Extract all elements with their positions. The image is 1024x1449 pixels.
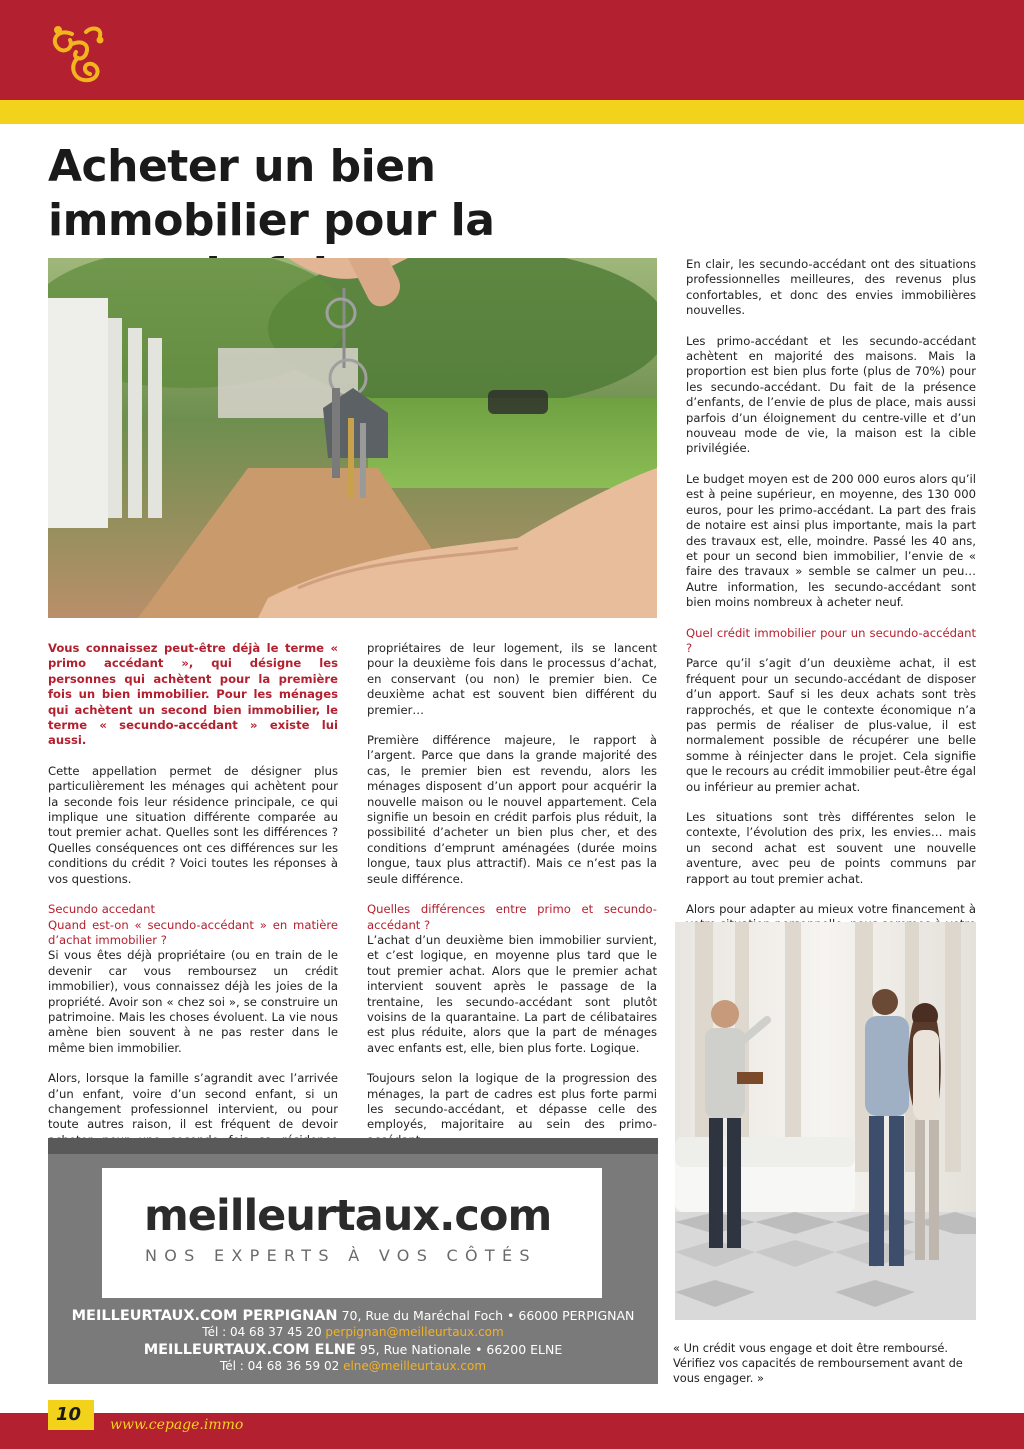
article-column-2 (367, 641, 657, 1163)
paragraph: En clair, les secundo-accédant ont des situations professionnelles meilleures, des revenus plus confortables, et donc des envies immobilières nouvelles. (686, 257, 976, 318)
article-intro: Vous connaissez peut-être déjà le terme « primo accédant », qui désigne les personnes qui achètent pour la première fois un bien immobilier. Pour les ménages qui achètent un second bien immobilier, le terme « secundo-accédant » existe lui aussi. (48, 641, 338, 748)
ad-agency-perpignan (48, 1308, 658, 1324)
ad-agency-address: 95, Rue Nationale • 66200 ELNE (359, 1342, 563, 1357)
paragraph: Alors, lorsque la famille s’agrandit avec l’arrivée d’un enfant, voire d’un second enfant, si un changement professionnel intervient, ou pour toute autres raison, il est fréquent de devoir (48, 1071, 338, 1132)
header-stripe (0, 100, 1024, 124)
article-title: Acheter un bien immobilier pour la (48, 141, 495, 246)
section-heading: Quel crédit immobilier pour un secundo-accédant ? (686, 625, 976, 655)
ad-phone[interactable]: Tél : 04 68 36 59 02 (219, 1359, 340, 1373)
website-link[interactable]: www.cepage.immo (110, 1417, 244, 1433)
ad-brand-logo: meilleurtaux.com (144, 1191, 552, 1241)
ad-contact-elne (48, 1359, 658, 1373)
ad-contact-perpignan (48, 1325, 658, 1339)
paragraph: Cette appellation permet de désigner plus particulièrement les ménages qui achètent pour la seconde fois leur résidence principale, ce qui implique une situation différente comparée au tout premier achat. Quelles sont les différences ? Quelles conséquences ont ces différences sur les conditions du crédit ? Voici toutes les réponses à vos questions. (48, 763, 338, 886)
ad-agency-name: MEILLEURTAUX.COM ELNE (143, 1342, 356, 1358)
paragraph: Les primo-accédant et les secundo-accédant achètent en majorité des maisons. Mais la proportion est bien plus forte (plus de 70%) pour les secundo-accédant. Du fait de la présence d’enfants, de l’envie de plus de place, mais aussi parfois d’un éloignement du centre-ville et d’un nouveau mode de vie, la maison est la cible privilégiée. (686, 333, 976, 456)
keys-handover-photo (48, 258, 657, 618)
article-column-1 (48, 641, 338, 1224)
ad-agency-name: MEILLEURTAUX.COM PERPIGNAN (71, 1308, 338, 1324)
paragraph: propriétaires de leur logement, ils se lancent pour la deuxième fois dans le processus d’achat, en conservant (ou non) le premier bien. Ce deuxième achat est souvent bien différent du premier… (367, 641, 657, 717)
ad-agency-address: 70, Rue du Maréchal Foch • 66000 PERPIGNAN (341, 1308, 635, 1323)
footer-gap (0, 1404, 1024, 1413)
paragraph: Alors pour adapter au mieux votre financement à (686, 902, 976, 917)
header-bar (0, 0, 1024, 100)
paragraph: Les situations sont très différentes selon le contexte, l’évolution des prix, les envies… mais un second achat est souvent une nouvelle aventure, avec peu de points communs par rapport au tout premier achat. (686, 810, 976, 886)
paragraph: Le budget moyen est de 200 000 euros alors qu’il est à peine supérieur, en moyenne, des 130 000 euros, pour les primo-accédant. La part des frais de notaire est ainsi plus importante, mais la part des travaux est, elle, moindre. Passé les 40 ans, et pour un second bien immobilier, l’envie de « faire des travaux » semble se calmer un peu… Autre information, les secundo-accédant sont bien moins nombreux à acheter neuf. (686, 471, 976, 610)
agent-couple-photo (675, 922, 976, 1320)
ad-top-band (48, 1138, 658, 1154)
section-heading: Quelles différences entre primo et secundo-accédant ? (367, 902, 657, 932)
paragraph: Parce qu’il s’agit d’un deuxième achat, il est fréquent pour un secundo-accédant de disposer d’un apport. Sauf si les deux achats sont très rapprochés, et que le contexte économique n’a pas permis de réaliser de plus-value, il est normalement possible de récupérer une belle somme à réinjecter dans le projet. Cela signifie que le recours au crédit immobilier peut-être égal ou inférieur au premier achat. (686, 656, 976, 794)
paragraph: Si vous êtes déjà propriétaire (ou en train de le devenir car vous remboursez un crédit immobilier), vous connaissez déjà les joies de la propriété. Avoir son « chez soi », se construire un patrimoine. Mais les choses évoluent. La vie nous amène bien souvent à ne pas rester dans le même bien immobilier. (48, 948, 338, 1055)
ad-tagline: NOS EXPERTS À VOS CÔTÉS (145, 1246, 537, 1265)
ad-agency-elne (48, 1342, 658, 1358)
paragraph: Première différence majeure, le rapport à l’argent. Parce que dans la grande majorité des cas, le premier bien est revendu, alors les ménages disposent d’un apport pour acquérir la nouvelle maison ou le nouvel appartement. Cela signifie un besoin en crédit parfois plus réduit, la possibilité d’acheter un bien plus cher, et des conditions d’emprunt aménagées (durée moins longue, taux plus attractif). Mais ce n’est pas la seule différence. (367, 733, 657, 886)
meilleurtaux-advertisement[interactable] (48, 1138, 658, 1384)
pull-quote: « Un crédit vous engage et doit être remboursé. Vérifiez vos capacités de remboursement avant de vous engager. » (673, 1341, 963, 1385)
ad-email-link[interactable]: elne@meilleurtaux.com (343, 1359, 487, 1373)
page-number: 10 (56, 1404, 82, 1425)
ad-phone[interactable]: Tél : 04 68 37 45 20 (202, 1325, 322, 1339)
paragraph: L’achat d’un deuxième bien immobilier survient, et c’est logique, en moyenne plus tard que le tout premier achat. Alors que le premier achat intervient souvent après le passage de la trentaine, les secundo-accédant sont plutôt voisins de la quarantaine. La part de célibataires est plus réduite, alors que la part de ménages avec enfants est, elle, bien plus forte. Logique. (367, 932, 657, 1055)
article-column-3 (686, 257, 976, 963)
section-heading: Quand est-on « secundo-accédant » en matière d’achat immobilier ? (48, 917, 338, 947)
ad-email-link[interactable]: perpignan@meilleurtaux.com (325, 1325, 504, 1339)
paragraph: Toujours selon la logique de la progression des ménages, la part de cadres est plus forte parmi les secundo-accédant, et dépasse celle des employés, majoritaire au sein des primo- (367, 1071, 657, 1132)
cepage-ornament-icon (42, 14, 118, 90)
section-heading: Secundo accedant (48, 902, 156, 917)
